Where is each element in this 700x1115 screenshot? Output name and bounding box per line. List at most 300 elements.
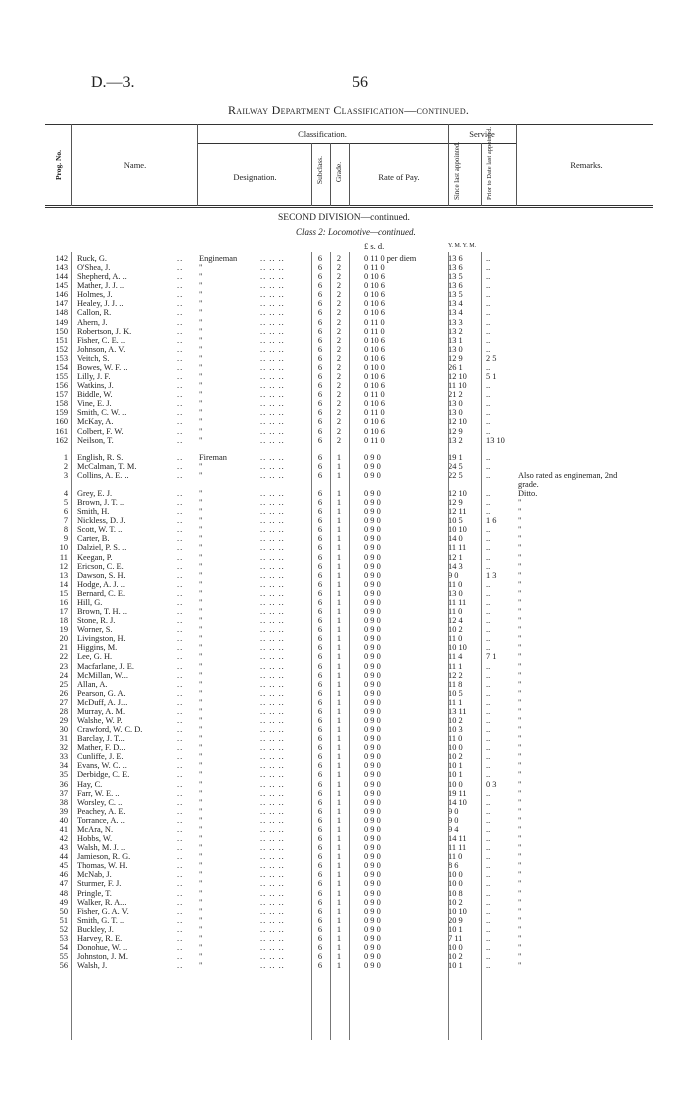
rate-of-pay: 0 9 0 [364, 452, 381, 462]
employee-name: Brown, J. T. .. [77, 498, 125, 508]
service-prior: .. [486, 952, 491, 962]
designation: " [199, 353, 203, 363]
prog-number: 155 [55, 372, 68, 382]
prog-number: 151 [55, 335, 68, 345]
service-since-appointed: 12 1 [448, 552, 463, 562]
service-prior: 13 10 [486, 435, 505, 445]
service-since-appointed: 11 0 [448, 579, 463, 589]
subclass: 6 [317, 661, 323, 671]
rate-of-pay: 0 9 0 [364, 952, 381, 962]
prog-number: 52 [59, 924, 68, 934]
service-since-appointed: 9 4 [448, 824, 459, 834]
subclass: 6 [317, 943, 323, 952]
grade: 1 [336, 652, 342, 662]
employee-name: Buckley, J. [77, 924, 114, 934]
designation: " [199, 561, 203, 571]
prog-number: 19 [59, 625, 68, 635]
rate-of-pay: 0 9 0 [364, 570, 381, 580]
employee-name: Holmes, J. [77, 290, 113, 300]
service-prior: .. [486, 281, 491, 291]
rate-of-pay: 0 10 6 [364, 372, 385, 382]
subclass: 6 [317, 525, 323, 535]
service-since-appointed: 10 5 [448, 516, 463, 526]
leader-dots: .. [177, 906, 184, 916]
service-units: Y. M. Y. M. [448, 243, 477, 249]
service-prior: .. [486, 616, 491, 626]
employee-name: Hobbs, W. [77, 834, 113, 844]
leader-dots: .. .. .. [260, 806, 285, 816]
service-since-appointed: 12 2 [448, 670, 463, 680]
leader-dots: .. .. .. [260, 670, 285, 680]
designation: " [199, 761, 203, 771]
designation: " [199, 843, 203, 853]
prog-number: 32 [59, 743, 68, 753]
leader-dots: .. [177, 399, 184, 409]
leader-dots: .. [177, 634, 184, 644]
leader-dots: .. [177, 435, 184, 445]
leader-dots: .. .. .. [260, 588, 285, 598]
service-since-appointed: 13 0 [448, 588, 463, 598]
grade: 2 [336, 372, 342, 382]
grade: 2 [336, 263, 342, 273]
service-prior: .. [486, 272, 491, 282]
service-since-appointed: 14 0 [448, 534, 463, 544]
leader-dots: .. [177, 870, 184, 880]
subclass: 6 [317, 725, 323, 735]
rate-of-pay: 0 9 0 [364, 897, 381, 907]
leader-dots: .. .. .. [260, 770, 285, 780]
grade: 1 [336, 516, 342, 526]
leader-dots: .. [177, 915, 184, 925]
leader-dots: .. [177, 516, 184, 526]
service-prior: .. [486, 634, 491, 644]
leader-dots: .. .. .. [260, 879, 285, 889]
leader-dots: .. .. .. [260, 516, 285, 526]
rate-of-pay: 0 9 0 [364, 725, 381, 735]
service-since-appointed: 9 0 [448, 815, 459, 825]
grade: 1 [336, 870, 342, 880]
leader-dots: .. .. .. [260, 797, 285, 807]
service-since-appointed: 26 1 [448, 362, 463, 372]
leader-dots: .. [177, 761, 184, 771]
service-prior: .. [486, 561, 491, 571]
rate-of-pay: 0 9 0 [364, 561, 381, 571]
grade: 1 [336, 861, 342, 871]
employee-name: Murray, A. M. [77, 706, 126, 716]
grade: 2 [336, 326, 342, 336]
column-rule [448, 252, 449, 1040]
remarks: " [518, 906, 522, 916]
service-prior: .. [486, 381, 491, 391]
page-number: 56 [352, 74, 368, 91]
grade: 1 [336, 588, 342, 598]
prog-number: 41 [59, 824, 68, 834]
remarks: " [518, 734, 522, 744]
subclass: 6 [317, 435, 323, 445]
leader-dots: .. [177, 852, 184, 862]
prog-number: 42 [59, 834, 68, 844]
header-since-last: Since last appointed. [453, 141, 461, 200]
employee-name: Fisher, G. A. V. [77, 906, 129, 916]
pay-units: £ s. d. [364, 241, 385, 251]
leader-dots: .. [177, 661, 184, 671]
designation: " [199, 961, 203, 971]
leader-dots: .. .. .. [260, 579, 285, 589]
grade: 1 [336, 897, 342, 907]
service-prior: .. [486, 498, 491, 508]
service-prior: .. [486, 317, 491, 327]
leader-dots: .. .. .. [260, 924, 285, 934]
grade: 2 [336, 335, 342, 345]
leader-dots: .. .. .. [260, 915, 285, 925]
employee-name: McKay, A. [77, 417, 114, 427]
leader-dots: .. .. .. [260, 716, 285, 725]
prog-number: 17 [59, 607, 68, 617]
employee-name: Harvey, R. E. [77, 933, 123, 943]
remarks: Ditto. [518, 489, 538, 498]
remarks: " [518, 725, 522, 735]
remarks: " [518, 897, 522, 907]
designation: " [199, 498, 203, 508]
rate-of-pay: 0 9 0 [364, 743, 381, 753]
rate-of-pay: 0 10 6 [364, 290, 385, 300]
leader-dots: .. [177, 272, 184, 282]
employee-name: Derbidge, C. E. [77, 770, 130, 780]
service-since-appointed: 20 9 [448, 915, 463, 925]
subclass: 6 [317, 924, 323, 934]
leader-dots: .. [177, 372, 184, 382]
prog-number: 56 [59, 961, 68, 971]
rate-of-pay: 0 9 0 [364, 697, 381, 707]
grade: 1 [336, 607, 342, 617]
rate-of-pay: 0 9 0 [364, 579, 381, 589]
grade: 2 [336, 417, 342, 427]
rate-of-pay: 0 10 6 [364, 272, 385, 282]
designation: Engineman [199, 254, 238, 263]
grade: 1 [336, 688, 342, 698]
subclass: 6 [317, 272, 323, 282]
service-prior: .. [486, 806, 491, 816]
subclass: 6 [317, 734, 323, 744]
leader-dots: .. [177, 888, 184, 898]
subclass: 6 [317, 915, 323, 925]
employee-name: Higgins, M. [77, 643, 118, 653]
leader-dots: .. [177, 417, 184, 427]
designation: " [199, 588, 203, 598]
designation: " [199, 852, 203, 862]
subclass: 6 [317, 317, 323, 327]
subclass: 6 [317, 625, 323, 635]
leader-dots: .. [177, 344, 184, 354]
service-prior: .. [486, 752, 491, 762]
employee-name: Torrance, A. .. [77, 815, 125, 825]
employee-name: Barclay, J. T... [77, 734, 125, 744]
service-since-appointed: 11 0 [448, 607, 463, 617]
employee-name: Livingston, H. [77, 634, 126, 644]
remarks: " [518, 597, 522, 607]
service-since-appointed: 12 9 [448, 426, 463, 436]
employee-name: Nickless, D. J. [77, 516, 126, 526]
subclass: 6 [317, 299, 323, 309]
designation: " [199, 933, 203, 943]
designation: " [199, 344, 203, 354]
prog-number: 48 [59, 888, 68, 898]
prog-number: 148 [55, 308, 68, 318]
service-prior: .. [486, 824, 491, 834]
service-prior: .. [486, 344, 491, 354]
leader-dots: .. .. .. [260, 254, 285, 263]
grade: 1 [336, 489, 342, 498]
designation: " [199, 779, 203, 789]
leader-dots: .. [177, 952, 184, 962]
designation: " [199, 888, 203, 898]
designation: " [199, 770, 203, 780]
designation: " [199, 381, 203, 391]
service-since-appointed: 13 0 [448, 399, 463, 409]
designation: " [199, 634, 203, 644]
subclass: 6 [317, 516, 323, 526]
rate-of-pay: 0 9 0 [364, 688, 381, 698]
grade: 1 [336, 543, 342, 553]
subclass: 6 [317, 561, 323, 571]
employee-name: Johnston, J. M. [77, 952, 128, 962]
prog-number: 38 [59, 797, 68, 807]
service-since-appointed: 11 8 [448, 679, 463, 689]
leader-dots: .. .. .. [260, 417, 285, 427]
rate-of-pay: 0 9 0 [364, 870, 381, 880]
class-subheading: Class 2: Locomotive—continued. [296, 227, 416, 237]
remarks: " [518, 815, 522, 825]
subclass: 6 [317, 579, 323, 589]
grade: 1 [336, 616, 342, 626]
leader-dots: .. .. .. [260, 362, 285, 372]
prog-number: 145 [55, 281, 68, 291]
header-service: Service [469, 129, 495, 139]
grade: 2 [336, 344, 342, 354]
service-prior: .. [486, 362, 491, 372]
remarks: " [518, 661, 522, 671]
prog-number: 154 [55, 362, 68, 372]
rate-of-pay: 0 9 0 [364, 498, 381, 508]
leader-dots: .. [177, 498, 184, 508]
employee-name: Collins, A. E. .. [77, 470, 129, 480]
subclass: 6 [317, 806, 323, 816]
leader-dots: .. .. .. [260, 489, 285, 498]
service-prior: .. [486, 579, 491, 589]
grade: 1 [336, 470, 342, 480]
rate-of-pay: 0 10 6 [364, 417, 385, 427]
leader-dots: .. [177, 725, 184, 735]
subclass: 6 [317, 417, 323, 427]
rate-of-pay: 0 9 0 [364, 761, 381, 771]
service-since-appointed: 11 11 [448, 597, 467, 607]
subclass: 6 [317, 588, 323, 598]
leader-dots: .. [177, 815, 184, 825]
grade: 1 [336, 634, 342, 644]
remarks: " [518, 779, 522, 789]
grade: 2 [336, 381, 342, 391]
leader-dots: .. [177, 299, 184, 309]
leader-dots: .. .. .. [260, 525, 285, 535]
designation: " [199, 372, 203, 382]
service-since-appointed: 11 11 [448, 843, 467, 853]
subclass: 6 [317, 879, 323, 889]
prog-number: 36 [59, 779, 68, 789]
employee-name: Keegan, P. [77, 552, 113, 562]
leader-dots: .. .. .. [260, 263, 285, 273]
remarks: " [518, 879, 522, 889]
rate-of-pay: 0 11 0 [364, 326, 385, 336]
service-since-appointed: 13 0 [448, 408, 463, 418]
rate-of-pay: 0 9 0 [364, 943, 381, 952]
employee-name: Lee, G. H. [77, 652, 113, 662]
service-prior: .. [486, 815, 491, 825]
division-heading: SECOND DIVISION—continued. [278, 213, 410, 223]
service-since-appointed: 13 5 [448, 272, 463, 282]
leader-dots: .. [177, 643, 184, 653]
service-prior: .. [486, 861, 491, 871]
leader-dots: .. [177, 534, 184, 544]
designation: " [199, 308, 203, 318]
employee-name: Smith, C. W. .. [77, 408, 127, 418]
subclass: 6 [317, 697, 323, 707]
designation: " [199, 362, 203, 372]
remarks: " [518, 852, 522, 862]
prog-number: 51 [59, 915, 68, 925]
rate-of-pay: 0 11 0 [364, 317, 385, 327]
designation: " [199, 579, 203, 589]
prog-number: 13 [59, 570, 68, 580]
grade: 2 [336, 390, 342, 400]
designation: " [199, 470, 203, 480]
service-since-appointed: 11 11 [448, 543, 467, 553]
service-since-appointed: 10 1 [448, 961, 463, 971]
service-prior: .. [486, 534, 491, 544]
prog-number: 14 [59, 579, 68, 589]
designation: " [199, 670, 203, 680]
subclass: 6 [317, 670, 323, 680]
employee-name: Walsh, M. J. .. [77, 843, 126, 853]
grade: 1 [336, 625, 342, 635]
rate-of-pay: 0 9 0 [364, 489, 381, 498]
grade: 1 [336, 706, 342, 716]
employee-name: Bowes, W. F. .. [77, 362, 128, 372]
employee-name: Veitch, S. [77, 353, 110, 363]
leader-dots: .. [177, 843, 184, 853]
prog-number: 5 [63, 498, 68, 508]
remarks: " [518, 888, 522, 898]
prog-number: 147 [55, 299, 68, 309]
prog-number: 34 [59, 761, 68, 771]
employee-name: Pearson, G. A. [77, 688, 126, 698]
header-grade: Grade. [334, 161, 343, 183]
leader-dots: .. [177, 254, 184, 263]
grade: 1 [336, 643, 342, 653]
designation: " [199, 661, 203, 671]
service-prior: .. [486, 390, 491, 400]
service-prior: 7 1 [486, 652, 497, 662]
leader-dots: .. [177, 263, 184, 273]
subclass: 6 [317, 254, 323, 263]
remarks: grade. [518, 479, 539, 489]
prog-number: 3 [63, 470, 68, 480]
subclass: 6 [317, 381, 323, 391]
service-since-appointed: 10 2 [448, 625, 463, 635]
subclass: 6 [317, 335, 323, 345]
service-prior: .. [486, 408, 491, 418]
employee-name: McMillan, W... [77, 670, 128, 680]
employee-name: Callon, R. [77, 308, 112, 318]
remarks: " [518, 716, 522, 725]
leader-dots: .. [177, 335, 184, 345]
designation: " [199, 417, 203, 427]
column-rule [71, 252, 72, 1040]
employee-name: Bernard, C. E. [77, 588, 126, 598]
page-title: Railway Department Classification—continued. [228, 103, 470, 117]
rate-of-pay: 0 9 0 [364, 906, 381, 916]
service-since-appointed: 10 0 [448, 870, 463, 880]
service-prior: 0 3 [486, 779, 497, 789]
leader-dots: .. .. .. [260, 779, 285, 789]
designation: " [199, 706, 203, 716]
designation: " [199, 688, 203, 698]
leader-dots: .. .. .. [260, 435, 285, 445]
service-since-appointed: 12 9 [448, 353, 463, 363]
leader-dots: .. .. .. [260, 697, 285, 707]
prog-number: 44 [59, 852, 68, 862]
grade: 2 [336, 308, 342, 318]
grade: 1 [336, 725, 342, 735]
designation: " [199, 725, 203, 735]
service-prior: .. [486, 290, 491, 300]
leader-dots: .. [177, 408, 184, 418]
leader-dots: .. [177, 543, 184, 553]
service-since-appointed: 10 2 [448, 716, 463, 725]
prog-number: 23 [59, 661, 68, 671]
employee-name: Watkins, J. [77, 381, 114, 391]
remarks: " [518, 806, 522, 816]
prog-number: 158 [55, 399, 68, 409]
leader-dots: .. [177, 308, 184, 318]
leader-dots: .. .. .. [260, 961, 285, 971]
service-since-appointed: 12 11 [448, 507, 467, 517]
service-prior: .. [486, 661, 491, 671]
rate-of-pay: 0 9 0 [364, 516, 381, 526]
employee-name: Macfarlane, J. E. [77, 661, 134, 671]
designation: " [199, 426, 203, 436]
leader-dots: .. .. .. [260, 788, 285, 798]
leader-dots: .. .. .. [260, 597, 285, 607]
leader-dots: .. .. .. [260, 815, 285, 825]
grade: 1 [336, 770, 342, 780]
leader-dots: .. .. .. [260, 381, 285, 391]
employee-name: Biddle, W. [77, 390, 113, 400]
designation: " [199, 952, 203, 962]
service-since-appointed: 10 0 [448, 943, 463, 952]
designation: " [199, 263, 203, 273]
leader-dots: .. [177, 697, 184, 707]
remarks: " [518, 579, 522, 589]
service-prior: .. [486, 834, 491, 844]
leader-dots: .. [177, 570, 184, 580]
employee-name: Ericson, C. E. [77, 561, 124, 571]
rate-of-pay: 0 9 0 [364, 779, 381, 789]
rate-of-pay: 0 9 0 [364, 679, 381, 689]
subclass: 6 [317, 507, 323, 517]
leader-dots: .. .. .. [260, 679, 285, 689]
prog-number: 144 [55, 272, 68, 282]
leader-dots: .. [177, 679, 184, 689]
